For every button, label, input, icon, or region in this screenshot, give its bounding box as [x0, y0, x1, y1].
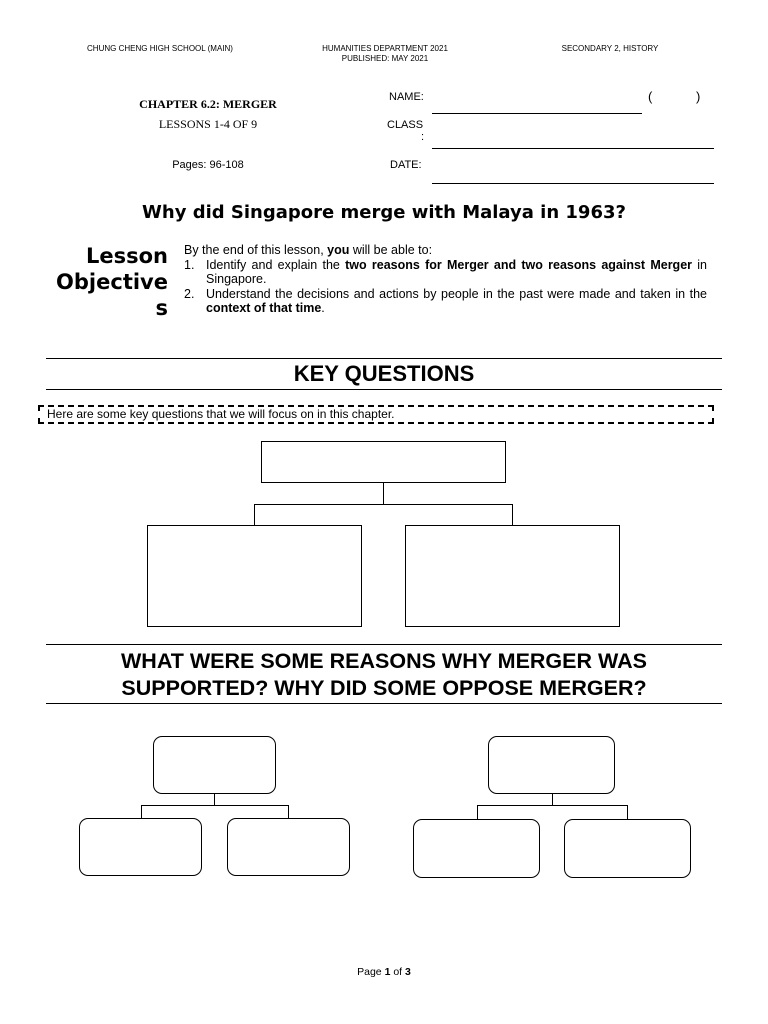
objectives-heading-line1: Lesson — [85, 244, 168, 268]
section2-heading-line2: SUPPORTED? WHY DID SOME OPPOSE MERGER? — [121, 676, 647, 700]
key-question-right-box[interactable] — [405, 525, 620, 627]
reasons-for-merger-box[interactable] — [153, 736, 276, 794]
key-questions-note: Here are some key questions that we will focus on in this chapter. — [47, 407, 395, 421]
tree-connector — [288, 805, 289, 818]
department-info — [285, 44, 485, 64]
lessons-range: LESSONS 1-4 OF 9 — [158, 117, 258, 131]
reason-against-box-2[interactable] — [564, 819, 691, 878]
tree-connector — [383, 483, 384, 504]
section2-top-rule — [46, 644, 722, 645]
name-field[interactable] — [432, 113, 642, 114]
objectives-content — [184, 243, 707, 316]
objectives-heading — [40, 243, 168, 321]
tree-connector — [254, 504, 513, 505]
tree-connector — [477, 805, 478, 819]
register-number-close-paren: ) — [696, 89, 701, 104]
chapter-title: CHAPTER 6.2: MERGER — [139, 97, 277, 111]
objective-number: 1. — [184, 257, 195, 272]
key-questions-heading: KEY QUESTIONS — [293, 361, 475, 386]
section2-bottom-rule — [46, 703, 722, 704]
pages-range: Pages: 96-108 — [172, 159, 244, 171]
key-question-main-box[interactable] — [261, 441, 506, 483]
published-date: PUBLISHED: MAY 2021 — [341, 54, 429, 63]
key-questions-top-rule — [46, 358, 722, 359]
tree-connector — [141, 805, 289, 806]
reason-against-box-1[interactable] — [413, 819, 540, 878]
footer-total-pages: 3 — [405, 966, 411, 978]
intro-text-after: will be able to: — [349, 243, 433, 257]
intro-text-before: By the end of this lesson, — [184, 243, 328, 257]
footer-page-word: Page — [357, 966, 385, 978]
reason-for-box-2[interactable] — [227, 818, 350, 876]
key-question-left-box[interactable] — [147, 525, 362, 627]
objective-text-after: . — [321, 301, 325, 315]
class-label: CLASS — [387, 119, 424, 131]
reason-for-box-1[interactable] — [79, 818, 202, 876]
register-number-open-paren: ( — [648, 89, 653, 104]
objectives-intro — [184, 243, 707, 258]
school-name: CHUNG CHENG HIGH SCHOOL (MAIN) — [87, 44, 233, 53]
name-label: NAME: — [389, 91, 424, 103]
objective-text-bold: context of that time — [206, 301, 322, 315]
objectives-heading-line3: s — [155, 296, 168, 320]
objective-text-after: in Singapore. — [206, 257, 707, 286]
main-question: Why did Singapore merge with Malaya in 1963? — [142, 202, 626, 223]
date-field[interactable] — [432, 183, 714, 184]
subject-level: SECONDARY 2, HISTORY — [561, 44, 659, 53]
objectives-heading-line2: Objective — [56, 270, 168, 294]
tree-connector — [141, 805, 142, 818]
footer-of-word: of — [390, 966, 406, 978]
page-footer — [0, 966, 768, 978]
objectives-list — [184, 258, 707, 316]
class-field[interactable] — [432, 148, 714, 149]
tree-connector — [477, 805, 628, 806]
objective-item — [184, 287, 707, 316]
objective-text-bold: two reasons for Merger and two reasons against Merger — [345, 257, 693, 272]
class-colon: : — [421, 131, 425, 143]
objective-text-before: Identify and explain the — [206, 257, 346, 272]
tree-connector — [552, 794, 553, 805]
tree-connector — [627, 805, 628, 819]
tree-connector — [254, 504, 255, 525]
objective-item — [184, 258, 707, 287]
section2-heading — [0, 648, 768, 702]
department-name: HUMANITIES DEPARTMENT 2021 — [322, 44, 448, 53]
date-label: DATE: — [390, 159, 422, 171]
objective-number: 2. — [184, 286, 195, 301]
key-questions-bottom-rule — [46, 389, 722, 390]
reasons-against-merger-box[interactable] — [488, 736, 615, 794]
section2-heading-line1: WHAT WERE SOME REASONS WHY MERGER WAS — [121, 649, 647, 673]
footer-current-page: 1 — [384, 966, 391, 978]
objective-text-before: Understand the decisions and actions by people in the past were made and taken in the — [206, 286, 707, 301]
tree-connector — [214, 794, 215, 805]
tree-connector — [512, 504, 513, 525]
intro-text-bold: you — [327, 243, 350, 257]
